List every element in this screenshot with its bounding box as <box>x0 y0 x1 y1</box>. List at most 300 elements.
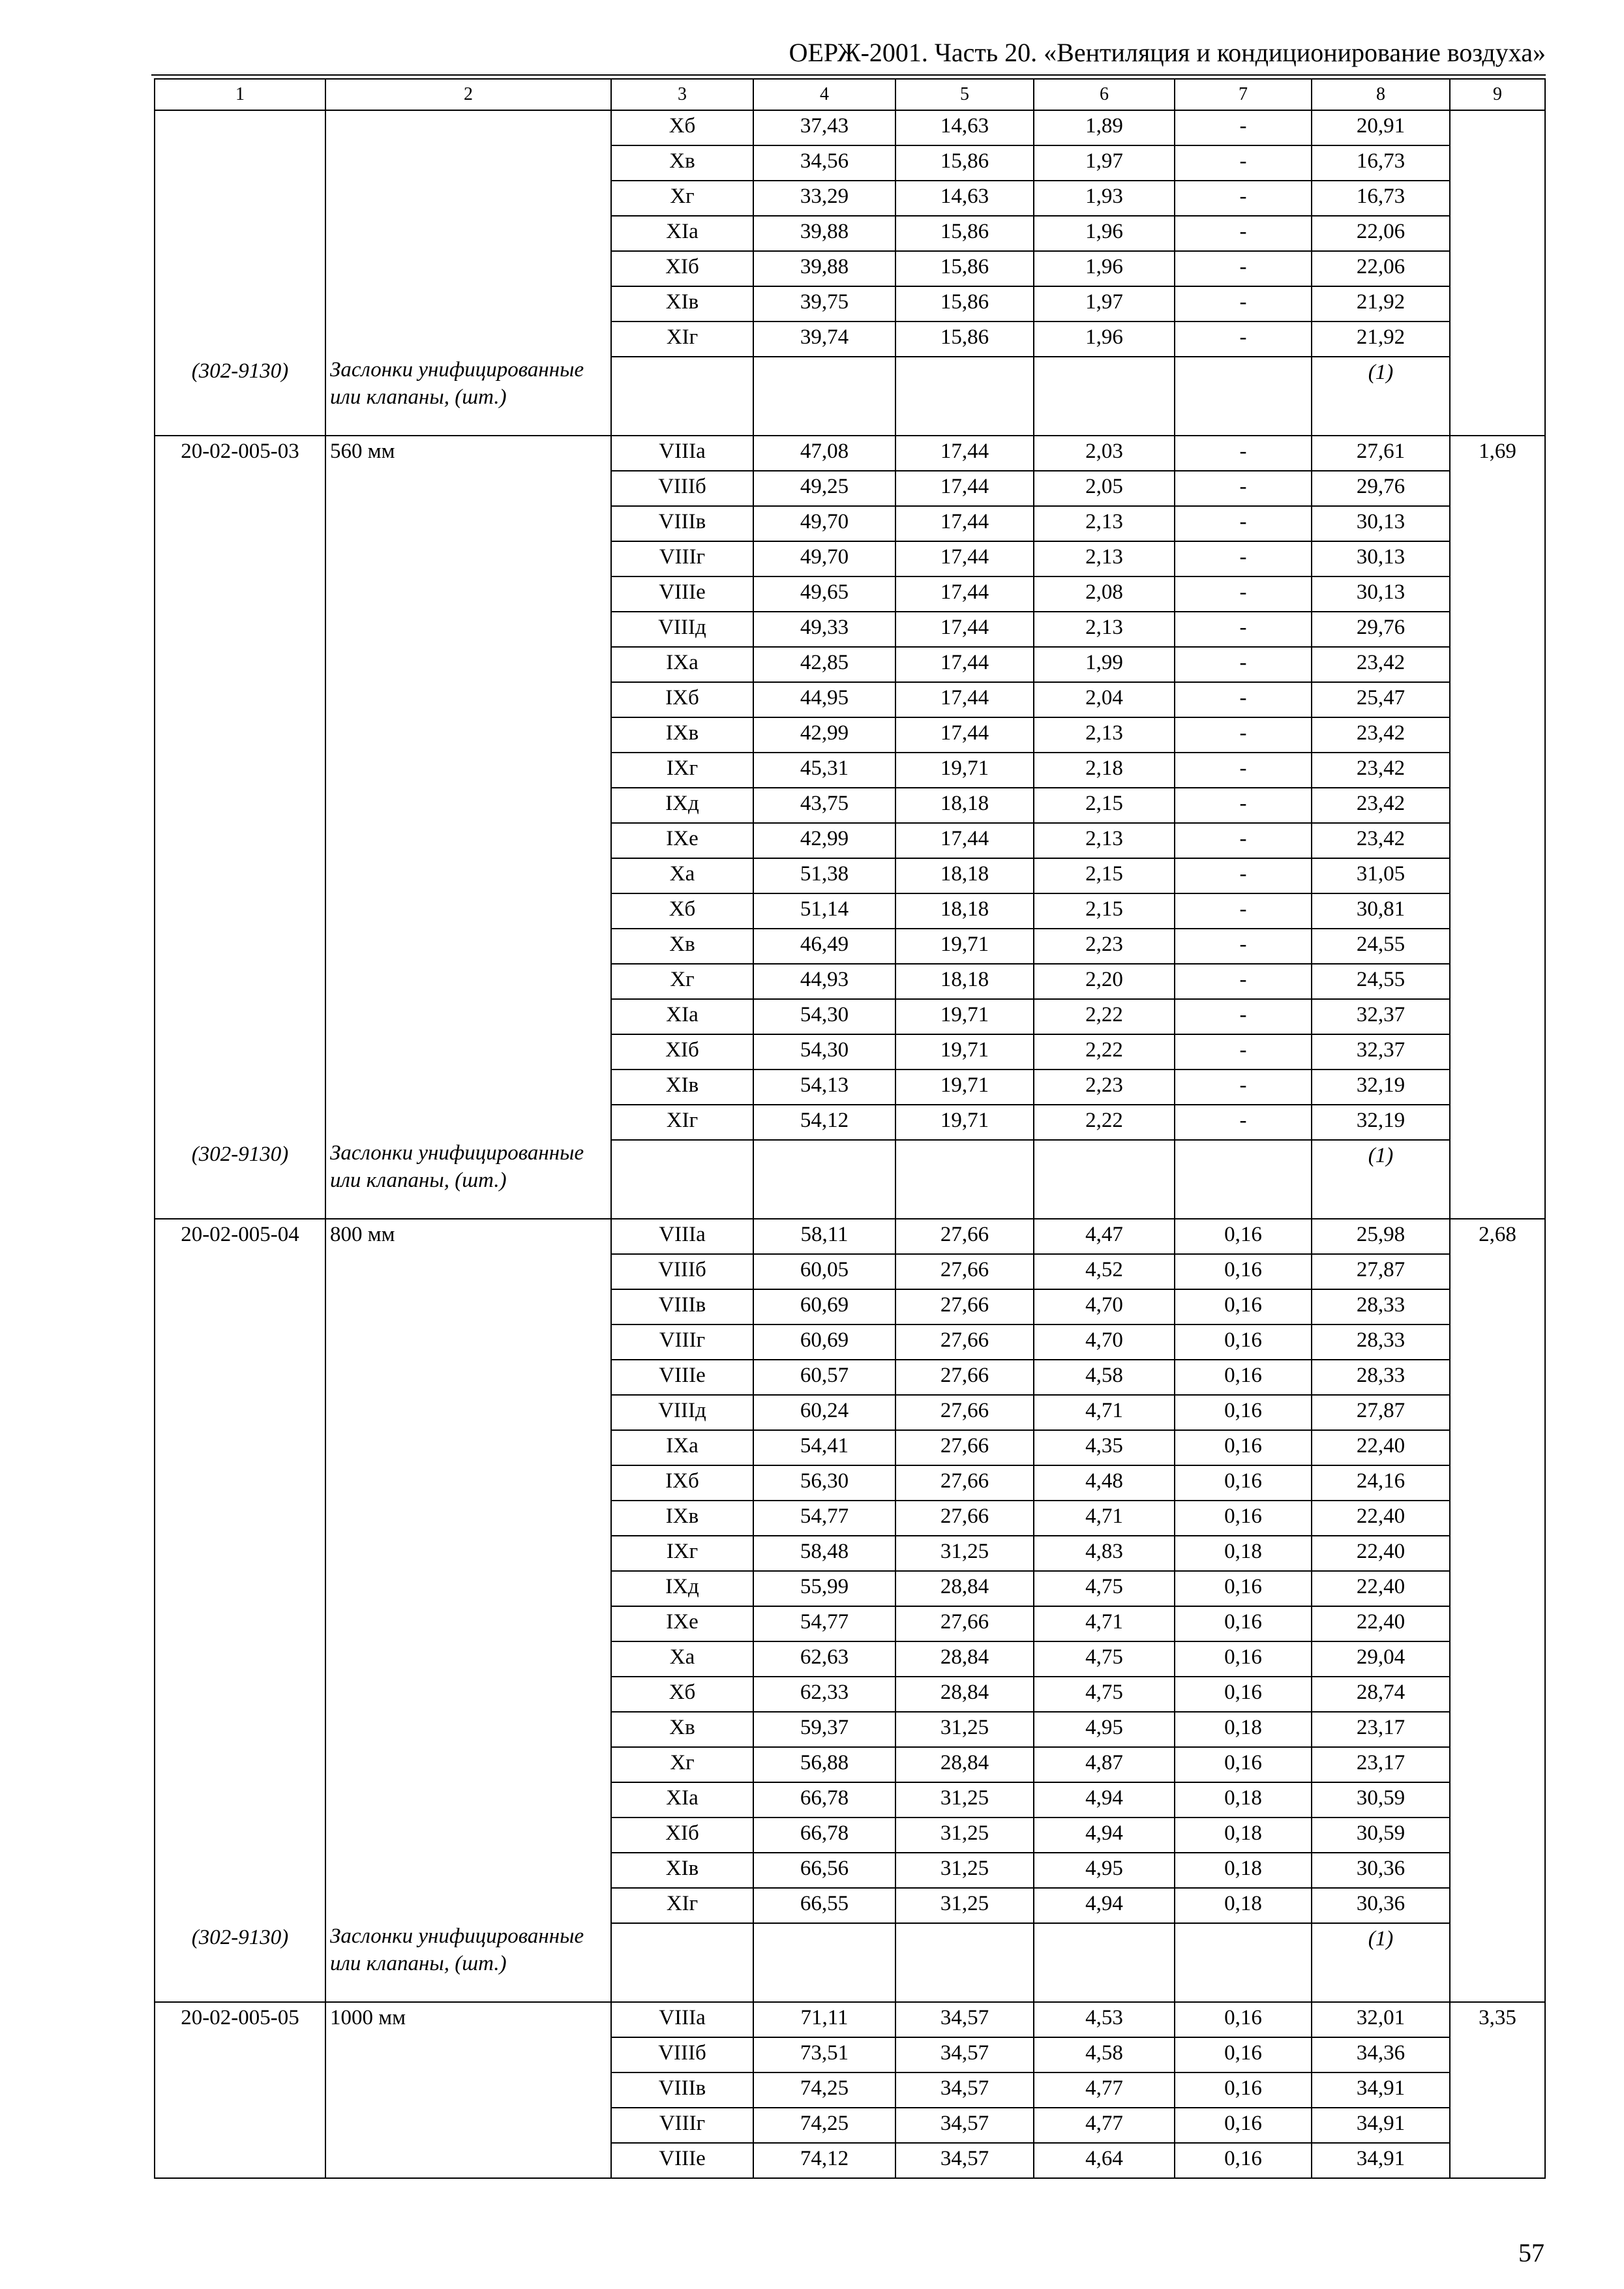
table-row <box>155 436 1545 471</box>
value-cell: 24,16 <box>1312 1465 1450 1501</box>
table-row <box>155 110 1545 145</box>
value-cell: 1,96 <box>1034 322 1175 357</box>
value-cell: 28,33 <box>1312 1360 1450 1395</box>
table-row <box>155 2002 1545 2037</box>
value-cell: 30,59 <box>1312 1782 1450 1818</box>
value-cell: 24,55 <box>1312 929 1450 964</box>
zone-cell: IХе <box>611 823 753 858</box>
value-cell: 29,76 <box>1312 471 1450 506</box>
value-cell: 32,37 <box>1312 999 1450 1034</box>
value-cell: 0,18 <box>1175 1712 1312 1747</box>
resource-code-note: (302-9130) <box>191 1926 289 1949</box>
value-cell: 15,86 <box>895 286 1034 322</box>
value-cell: 42,85 <box>753 647 895 682</box>
column-number-row <box>155 79 1545 110</box>
value-cell: 23,42 <box>1312 647 1450 682</box>
rate-code <box>155 111 325 356</box>
value-cell: - <box>1175 181 1312 216</box>
column-number: 4 <box>753 79 895 110</box>
value-cell: 34,57 <box>895 2143 1034 2178</box>
value-cell: - <box>1175 471 1312 506</box>
value-cell: 39,74 <box>753 322 895 357</box>
value-cell: 25,98 <box>1312 1219 1450 1254</box>
value-cell: 0,16 <box>1175 1571 1312 1606</box>
value-cell: 0,16 <box>1175 2037 1312 2072</box>
value-cell: 30,59 <box>1312 1818 1450 1853</box>
value-cell: 0,18 <box>1175 1888 1312 1923</box>
value-cell: 2,20 <box>1034 964 1175 999</box>
zone-cell: Хв <box>611 1712 753 1747</box>
page-header: ОЕРЖ-2001. Часть 20. «Вентиляция и кондиционирование воздуха» <box>789 38 1546 67</box>
value-cell: 2,23 <box>1034 1070 1175 1105</box>
rates-table <box>154 78 1546 2179</box>
value-cell: 74,12 <box>753 2143 895 2178</box>
value-cell: 4,71 <box>1034 1501 1175 1536</box>
value-cell: 39,88 <box>753 216 895 251</box>
rate-code-cell <box>155 2002 325 2178</box>
value-cell: 0,16 <box>1175 1641 1312 1677</box>
value-cell: 62,63 <box>753 1641 895 1677</box>
value-cell: 27,66 <box>895 1465 1034 1501</box>
zone-cell: Хв <box>611 929 753 964</box>
zone-cell: Хг <box>611 181 753 216</box>
value-cell: 2,13 <box>1034 823 1175 858</box>
value-cell: 17,44 <box>895 436 1034 471</box>
value-cell: 54,30 <box>753 1034 895 1070</box>
value-cell: 15,86 <box>895 322 1034 357</box>
value-cell: 31,05 <box>1312 858 1450 893</box>
table-body <box>155 79 1545 2178</box>
value-cell: 27,66 <box>895 1501 1034 1536</box>
value-cell: 1,99 <box>1034 647 1175 682</box>
value-cell: 4,94 <box>1034 1818 1175 1853</box>
empty-cell <box>1175 1140 1312 1219</box>
value-cell: 66,78 <box>753 1818 895 1853</box>
value-cell: 31,25 <box>895 1818 1034 1853</box>
value-cell: - <box>1175 251 1312 286</box>
value-cell: 34,91 <box>1312 2143 1450 2178</box>
zone-cell: Хб <box>611 110 753 145</box>
work-size: 800 мм <box>330 1223 395 1246</box>
value-cell: 56,88 <box>753 1747 895 1782</box>
value-cell: 31,25 <box>895 1888 1034 1923</box>
zone-cell: VIIIв <box>611 1289 753 1324</box>
value-cell: 54,41 <box>753 1430 895 1465</box>
column-number: 6 <box>1034 79 1175 110</box>
value-cell: 23,42 <box>1312 823 1450 858</box>
value-cell: 74,25 <box>753 2108 895 2143</box>
value-cell: 0,16 <box>1175 1395 1312 1430</box>
value-cell: 0,16 <box>1175 1747 1312 1782</box>
value-cell: 60,69 <box>753 1289 895 1324</box>
value-cell: 54,30 <box>753 999 895 1034</box>
work-size: 560 мм <box>330 440 395 463</box>
empty-cell <box>753 1923 895 2002</box>
value-cell: 55,99 <box>753 1571 895 1606</box>
value-cell: 46,49 <box>753 929 895 964</box>
empty-cell <box>895 1923 1034 2002</box>
value-cell: 66,55 <box>753 1888 895 1923</box>
zone-cell: ХIб <box>611 251 753 286</box>
value-cell: 20,91 <box>1312 110 1450 145</box>
zone-cell: IХб <box>611 1465 753 1501</box>
value-cell: - <box>1175 682 1312 717</box>
zone-cell: ХIв <box>611 286 753 322</box>
zone-cell: ХIв <box>611 1070 753 1105</box>
column-number: 9 <box>1450 79 1545 110</box>
zone-cell: IХд <box>611 1571 753 1606</box>
value-cell: 4,77 <box>1034 2108 1175 2143</box>
value-cell: 30,81 <box>1312 893 1450 929</box>
value-cell: 2,23 <box>1034 929 1175 964</box>
value-cell: 59,37 <box>753 1712 895 1747</box>
value-cell: 4,70 <box>1034 1324 1175 1360</box>
zone-cell: IХе <box>611 1606 753 1641</box>
value-cell: 23,42 <box>1312 717 1450 753</box>
value-cell: 19,71 <box>895 753 1034 788</box>
value-cell: 17,44 <box>895 717 1034 753</box>
value-cell: - <box>1175 576 1312 612</box>
rate-code: 20-02-005-05 <box>181 2006 299 2029</box>
value-cell: 29,76 <box>1312 612 1450 647</box>
value-cell: - <box>1175 858 1312 893</box>
value-cell: 4,75 <box>1034 1677 1175 1712</box>
materials-cell: 1,69 <box>1450 436 1545 1219</box>
value-cell: 16,73 <box>1312 181 1450 216</box>
value-cell: 28,33 <box>1312 1324 1450 1360</box>
zone-cell: IХг <box>611 1536 753 1571</box>
value-cell: 15,86 <box>895 216 1034 251</box>
value-cell: 58,48 <box>753 1536 895 1571</box>
zone-cell: VIIIе <box>611 2143 753 2178</box>
value-cell: - <box>1175 145 1312 181</box>
zone-cell: ХIа <box>611 1782 753 1818</box>
value-cell: 27,66 <box>895 1324 1034 1360</box>
value-cell: 56,30 <box>753 1465 895 1501</box>
value-cell: 15,86 <box>895 251 1034 286</box>
zone-cell: VIIIг <box>611 2108 753 2143</box>
work-description-cell <box>325 1219 611 2002</box>
value-cell: 4,53 <box>1034 2002 1175 2037</box>
resource-quantity-note: (1) <box>1312 1140 1450 1219</box>
value-cell: 22,40 <box>1312 1430 1450 1465</box>
value-cell: - <box>1175 1070 1312 1105</box>
value-cell: 27,66 <box>895 1430 1034 1465</box>
value-cell: 60,05 <box>753 1254 895 1289</box>
value-cell: 17,44 <box>895 471 1034 506</box>
value-cell: 25,47 <box>1312 682 1450 717</box>
value-cell: 19,71 <box>895 999 1034 1034</box>
value-cell: 4,77 <box>1034 2072 1175 2108</box>
value-cell: 2,03 <box>1034 436 1175 471</box>
work-description-cell <box>325 110 611 436</box>
value-cell: 1,96 <box>1034 216 1175 251</box>
value-cell: 4,94 <box>1034 1782 1175 1818</box>
zone-cell: Хб <box>611 1677 753 1712</box>
value-cell: - <box>1175 110 1312 145</box>
value-cell: - <box>1175 1105 1312 1140</box>
value-cell: - <box>1175 216 1312 251</box>
value-cell: 17,44 <box>895 647 1034 682</box>
value-cell: 23,17 <box>1312 1712 1450 1747</box>
value-cell: - <box>1175 893 1312 929</box>
value-cell: 30,36 <box>1312 1888 1450 1923</box>
zone-cell: VIIIг <box>611 541 753 576</box>
value-cell: 28,33 <box>1312 1289 1450 1324</box>
empty-cell <box>895 1140 1034 1219</box>
value-cell: 0,18 <box>1175 1536 1312 1571</box>
zone-cell: VIIIб <box>611 1254 753 1289</box>
value-cell: - <box>1175 612 1312 647</box>
zone-cell: VIIIа <box>611 1219 753 1254</box>
value-cell: 15,86 <box>895 145 1034 181</box>
value-cell: 2,13 <box>1034 717 1175 753</box>
value-cell: 1,96 <box>1034 251 1175 286</box>
value-cell: 32,19 <box>1312 1070 1450 1105</box>
zone-cell: IХб <box>611 682 753 717</box>
value-cell: 51,14 <box>753 893 895 929</box>
value-cell: 19,71 <box>895 1105 1034 1140</box>
value-cell: 0,16 <box>1175 2002 1312 2037</box>
value-cell: 4,47 <box>1034 1219 1175 1254</box>
zone-cell: ХIа <box>611 216 753 251</box>
value-cell: 0,18 <box>1175 1818 1312 1853</box>
value-cell: 28,84 <box>895 1641 1034 1677</box>
value-cell: 22,40 <box>1312 1536 1450 1571</box>
empty-cell <box>1034 1140 1175 1219</box>
value-cell: 42,99 <box>753 823 895 858</box>
value-cell: 17,44 <box>895 823 1034 858</box>
rate-code-cell <box>155 110 325 436</box>
value-cell: 71,11 <box>753 2002 895 2037</box>
rate-code: 20-02-005-03 <box>181 440 299 463</box>
value-cell: 42,99 <box>753 717 895 753</box>
value-cell: 18,18 <box>895 788 1034 823</box>
zone-cell: IХа <box>611 647 753 682</box>
empty-cell <box>753 1140 895 1219</box>
value-cell: 4,58 <box>1034 1360 1175 1395</box>
value-cell: 0,16 <box>1175 2108 1312 2143</box>
value-cell: 17,44 <box>895 576 1034 612</box>
value-cell: - <box>1175 1034 1312 1070</box>
value-cell: 17,44 <box>895 541 1034 576</box>
value-cell: 4,95 <box>1034 1853 1175 1888</box>
zone-cell: ХIб <box>611 1818 753 1853</box>
value-cell: 30,13 <box>1312 506 1450 541</box>
value-cell: 17,44 <box>895 506 1034 541</box>
value-cell: 4,35 <box>1034 1430 1175 1465</box>
zone-cell: VIIIб <box>611 471 753 506</box>
rate-code-cell <box>155 1219 325 2002</box>
value-cell: 27,61 <box>1312 436 1450 471</box>
value-cell: - <box>1175 647 1312 682</box>
resource-description-note: Заслонки унифицированные или клапаны, (шт.) <box>330 358 584 409</box>
value-cell: 34,91 <box>1312 2072 1450 2108</box>
materials-cell <box>1450 110 1545 436</box>
value-cell: 66,56 <box>753 1853 895 1888</box>
value-cell: 2,05 <box>1034 471 1175 506</box>
value-cell: 66,78 <box>753 1782 895 1818</box>
rate-code: 20-02-005-04 <box>181 1223 299 1246</box>
value-cell: 54,77 <box>753 1606 895 1641</box>
resource-description-note: Заслонки унифицированные или клапаны, (шт.) <box>330 1924 584 1975</box>
value-cell: 18,18 <box>895 893 1034 929</box>
value-cell: 18,18 <box>895 964 1034 999</box>
value-cell: 60,69 <box>753 1324 895 1360</box>
value-cell: 32,19 <box>1312 1105 1450 1140</box>
value-cell: 0,16 <box>1175 1360 1312 1395</box>
value-cell: 27,66 <box>895 1395 1034 1430</box>
value-cell: - <box>1175 436 1312 471</box>
zone-cell: IХв <box>611 1501 753 1536</box>
value-cell: - <box>1175 506 1312 541</box>
value-cell: 54,77 <box>753 1501 895 1536</box>
empty-cell <box>611 1140 753 1219</box>
zone-cell: Хб <box>611 893 753 929</box>
value-cell: 31,25 <box>895 1712 1034 1747</box>
value-cell: 4,58 <box>1034 2037 1175 2072</box>
empty-cell <box>1175 357 1312 436</box>
value-cell: 4,83 <box>1034 1536 1175 1571</box>
work-size <box>330 111 610 356</box>
value-cell: 49,33 <box>753 612 895 647</box>
value-cell: 22,06 <box>1312 216 1450 251</box>
value-cell: 23,17 <box>1312 1747 1450 1782</box>
value-cell: 49,70 <box>753 506 895 541</box>
value-cell: 1,89 <box>1034 110 1175 145</box>
work-size: 1000 мм <box>330 2006 406 2029</box>
value-cell: - <box>1175 929 1312 964</box>
value-cell: 28,84 <box>895 1747 1034 1782</box>
zone-cell: VIIIа <box>611 2002 753 2037</box>
value-cell: 54,12 <box>753 1105 895 1140</box>
value-cell: 32,01 <box>1312 2002 1450 2037</box>
value-cell: 34,57 <box>895 2002 1034 2037</box>
value-cell: 30,13 <box>1312 576 1450 612</box>
value-cell: 4,94 <box>1034 1888 1175 1923</box>
resource-code-note: (302-9130) <box>191 1143 289 1166</box>
zone-cell: VIIIб <box>611 2037 753 2072</box>
empty-cell <box>1175 1923 1312 2002</box>
value-cell: 2,22 <box>1034 1105 1175 1140</box>
value-cell: - <box>1175 286 1312 322</box>
value-cell: 27,87 <box>1312 1395 1450 1430</box>
value-cell: 27,66 <box>895 1289 1034 1324</box>
column-number: 1 <box>155 79 325 110</box>
zone-cell: IХг <box>611 753 753 788</box>
value-cell: 2,18 <box>1034 753 1175 788</box>
value-cell: 19,71 <box>895 929 1034 964</box>
value-cell: 33,29 <box>753 181 895 216</box>
value-cell: 14,63 <box>895 110 1034 145</box>
value-cell: 29,04 <box>1312 1641 1450 1677</box>
value-cell: 4,95 <box>1034 1712 1175 1747</box>
value-cell: 37,43 <box>753 110 895 145</box>
value-cell: 22,40 <box>1312 1501 1450 1536</box>
zone-cell: VIIIв <box>611 2072 753 2108</box>
value-cell: 34,91 <box>1312 2108 1450 2143</box>
value-cell: 0,18 <box>1175 1782 1312 1818</box>
value-cell: 2,15 <box>1034 893 1175 929</box>
value-cell: 0,16 <box>1175 2072 1312 2108</box>
value-cell: 4,48 <box>1034 1465 1175 1501</box>
zone-cell: VIIIе <box>611 1360 753 1395</box>
value-cell: 4,75 <box>1034 1571 1175 1606</box>
value-cell: 27,66 <box>895 1606 1034 1641</box>
value-cell: 0,16 <box>1175 1254 1312 1289</box>
value-cell: 2,13 <box>1034 506 1175 541</box>
value-cell: 49,65 <box>753 576 895 612</box>
value-cell: 23,42 <box>1312 788 1450 823</box>
column-number: 3 <box>611 79 753 110</box>
value-cell: 39,88 <box>753 251 895 286</box>
column-number: 7 <box>1175 79 1312 110</box>
value-cell: - <box>1175 541 1312 576</box>
zone-cell: ХIг <box>611 322 753 357</box>
materials-cell: 3,35 <box>1450 2002 1545 2178</box>
value-cell: 0,16 <box>1175 1430 1312 1465</box>
value-cell: 47,08 <box>753 436 895 471</box>
value-cell: 1,97 <box>1034 286 1175 322</box>
value-cell: 34,57 <box>895 2072 1034 2108</box>
value-cell: 30,36 <box>1312 1853 1450 1888</box>
value-cell: 4,75 <box>1034 1641 1175 1677</box>
resource-description-note: Заслонки унифицированные или клапаны, (шт.) <box>330 1141 584 1192</box>
value-cell: 23,42 <box>1312 753 1450 788</box>
value-cell: 2,04 <box>1034 682 1175 717</box>
rate-code-cell <box>155 436 325 1219</box>
value-cell: 28,74 <box>1312 1677 1450 1712</box>
value-cell: 0,16 <box>1175 2143 1312 2178</box>
value-cell: 2,22 <box>1034 1034 1175 1070</box>
value-cell: 2,13 <box>1034 612 1175 647</box>
zone-cell: ХIб <box>611 1034 753 1070</box>
value-cell: 49,25 <box>753 471 895 506</box>
value-cell: 0,16 <box>1175 1465 1312 1501</box>
value-cell: 22,40 <box>1312 1606 1450 1641</box>
zone-cell: Ха <box>611 858 753 893</box>
value-cell: 31,25 <box>895 1536 1034 1571</box>
value-cell: 39,75 <box>753 286 895 322</box>
header-divider <box>151 74 1546 76</box>
resource-quantity-note: (1) <box>1312 1923 1450 2002</box>
empty-cell <box>1034 1923 1175 2002</box>
zone-cell: VIIIг <box>611 1324 753 1360</box>
value-cell: 2,22 <box>1034 999 1175 1034</box>
value-cell: 2,13 <box>1034 541 1175 576</box>
value-cell: 4,71 <box>1034 1395 1175 1430</box>
zone-cell: VIIIд <box>611 612 753 647</box>
value-cell: 27,87 <box>1312 1254 1450 1289</box>
empty-cell <box>895 357 1034 436</box>
value-cell: 34,56 <box>753 145 895 181</box>
value-cell: 0,16 <box>1175 1219 1312 1254</box>
column-number: 2 <box>325 79 611 110</box>
value-cell: 49,70 <box>753 541 895 576</box>
value-cell: 0,16 <box>1175 1289 1312 1324</box>
zone-cell: IХа <box>611 1430 753 1465</box>
value-cell: 24,55 <box>1312 964 1450 999</box>
value-cell: 74,25 <box>753 2072 895 2108</box>
zone-cell: Хг <box>611 1747 753 1782</box>
value-cell: - <box>1175 823 1312 858</box>
value-cell: - <box>1175 964 1312 999</box>
zone-cell: VIIIа <box>611 436 753 471</box>
value-cell: 62,33 <box>753 1677 895 1712</box>
value-cell: 4,64 <box>1034 2143 1175 2178</box>
value-cell: 4,71 <box>1034 1606 1175 1641</box>
value-cell: 27,66 <box>895 1360 1034 1395</box>
